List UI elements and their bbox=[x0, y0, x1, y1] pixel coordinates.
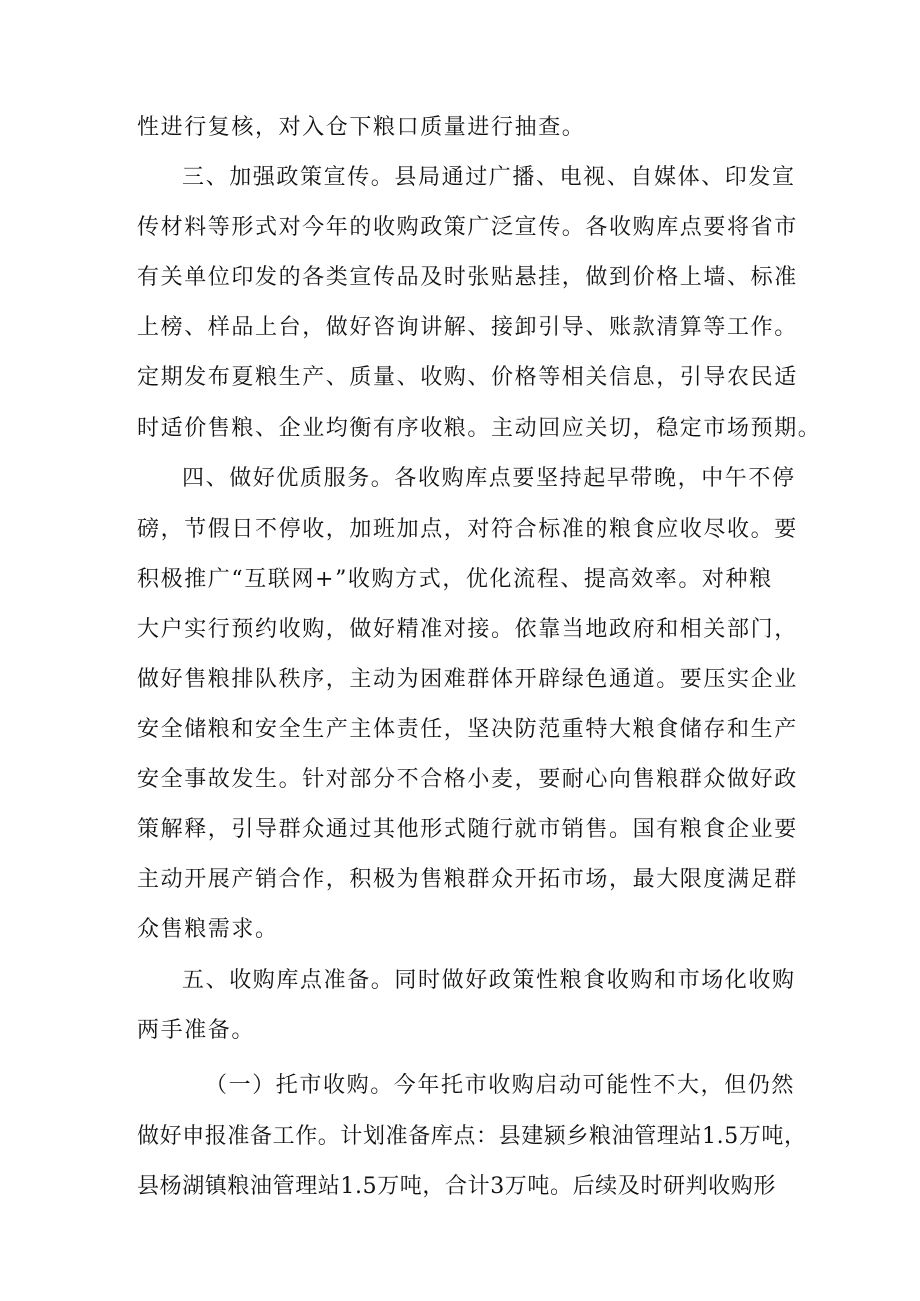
text-line: 主动开展产销合作，积极为售粮群众开拓市场，最大限度满足群 bbox=[137, 867, 798, 892]
text-line: 磅，节假日不停收，加班加点，对符合标准的粮食应收尽收。要 bbox=[137, 517, 798, 542]
text-line: 两手准备。 bbox=[137, 1018, 256, 1043]
text-line: 定期发布夏粮生产、质量、收购、价格等相关信息，引导农民适 bbox=[137, 365, 798, 390]
text-line: 策解释，引导群众通过其他形式随行就市销售。国有粮食企业要 bbox=[137, 817, 798, 842]
text-line: 性进行复核，对入仓下粮口质量进行抽查。 bbox=[137, 115, 586, 140]
text-line: 时适价售粮、企业均衡有序收粮。主动回应关切，稳定市场预期。 bbox=[137, 416, 822, 441]
section-heading-line: 四、做好优质服务。各收购库点要坚持起早带晚，中午不停 bbox=[182, 466, 796, 491]
text-line: 大户实行预约收购，做好精准对接。依靠当地政府和相关部门， bbox=[137, 617, 798, 642]
section-heading-line: 五、收购库点准备。同时做好政策性粮食收购和市场化收购 bbox=[182, 968, 796, 993]
text-line: 安全事故发生。针对部分不合格小麦，要耐心向售粮群众做好政 bbox=[137, 767, 798, 792]
text-line: 安全储粮和安全生产主体责任，坚决防范重特大粮食储存和生产 bbox=[137, 717, 798, 742]
text-line: 上榜、样品上台，做好咨询讲解、接卸引导、账款清算等工作。 bbox=[137, 315, 798, 340]
text-line: 做好售粮排队秩序，主动为困难群体开辟绿色通道。要压实企业 bbox=[137, 667, 798, 692]
text-line: 县杨湖镇粮油管理站1.5万吨，合计3万吨。后续及时研判收购形 bbox=[137, 1174, 776, 1199]
section-heading-line: 三、加强政策宣传。县局通过广播、电视、自媒体、印发宣 bbox=[182, 165, 796, 190]
text-line: 有关单位印发的各类宣传品及时张贴悬挂，做到价格上墙、标准 bbox=[137, 265, 798, 290]
text-line: 传材料等形式对今年的收购政策广泛宣传。各收购库点要将省市 bbox=[137, 215, 798, 240]
text-line: 积极推广“互联网+”收购方式，优化流程、提高效率。对种粮 bbox=[137, 567, 773, 592]
text-line: 众售粮需求。 bbox=[137, 917, 279, 942]
subsection-heading-line: （一）托市收购。今年托市收购启动可能性不大，但仍然 bbox=[205, 1073, 796, 1098]
text-line: 做好申报准备工作。计划准备库点：县建颍乡粮油管理站1.5万吨， bbox=[137, 1124, 807, 1149]
